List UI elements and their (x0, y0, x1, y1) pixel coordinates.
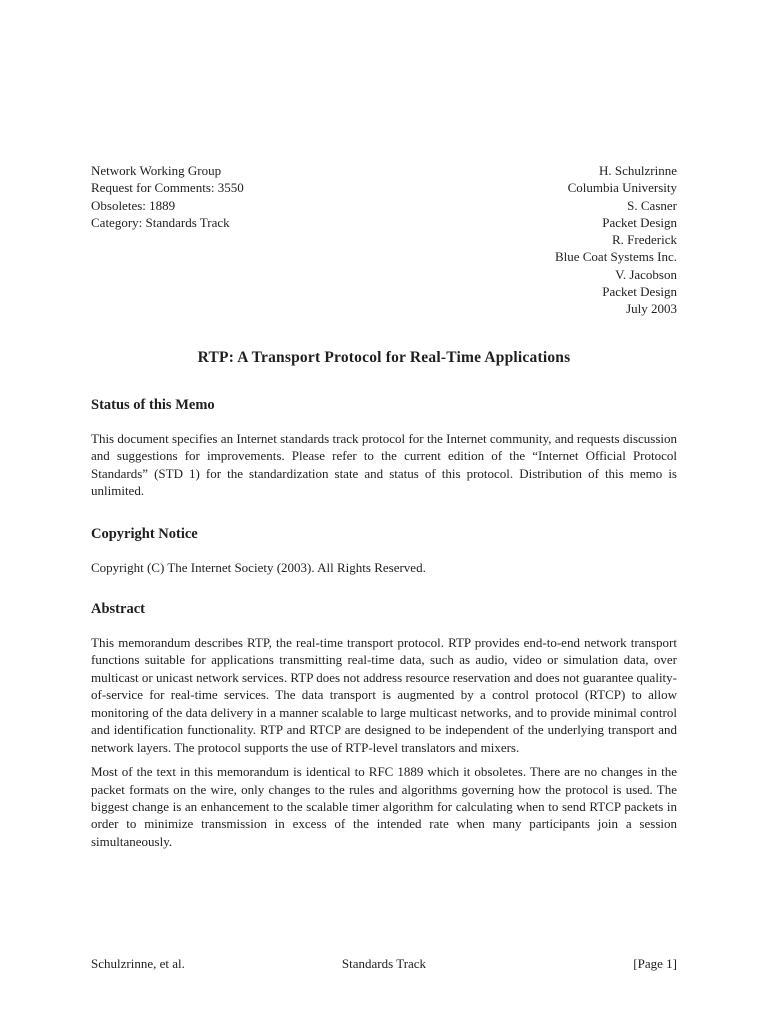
footer-page-number: [Page 1] (633, 956, 677, 971)
document-title: RTP: A Transport Protocol for Real-Time Applications (197, 348, 571, 366)
author-affiliation-line: Columbia University (567, 180, 677, 196)
author-affiliation-line: Packet Design (602, 214, 677, 230)
section-heading-status: Status of this Memo (91, 396, 215, 413)
author-line: S. Casner (627, 197, 677, 213)
rfc-header-right (555, 162, 677, 318)
header-date: July 2003 (626, 301, 677, 317)
footer-category: Standards Track (341, 956, 427, 971)
abstract-paragraph-1: This memorandum describes RTP, the real-time transport protocol. RTP provides end-to-end network transport functions suitable for applications transmitting real-time data, such as audio, video or simulation data, over multicast or unicast network services. RTP does not address resource reservation and does not guarantee quality-of-service for real-time services. The data transport is augmented by a control protocol (RTCP) to allow monitoring of the data delivery in a manner scalable to large multicast networks, and to provide minimal control and identification functionality. RTP and RTCP are designed to be independent of the underlying transport and network layers. The protocol supports the use of RTP-level translators and mixers. (91, 634, 677, 755)
section-heading-copyright: Copyright Notice (91, 526, 198, 543)
rfc-header (91, 162, 677, 318)
page-content (91, 162, 677, 850)
author-affiliation-line: Packet Design (602, 284, 677, 300)
section-heading-abstract: Abstract (91, 600, 145, 617)
header-rfc-number: Request for Comments: 3550 (91, 180, 244, 196)
header-working-group: Network Working Group (91, 163, 222, 178)
author-line: R. Frederick (612, 232, 677, 248)
header-obsoletes: Obsoletes: 1889 (91, 197, 176, 213)
rfc-header-left (91, 162, 244, 231)
abstract-paragraph-2: Most of the text in this memorandum is identical to RFC 1889 which it obsoletes. There are no changes in the packet formats on the wire, only changes to the rules and algorithms governing how the protocol is used. The biggest change is an enhancement to the scalable timer algorithm for calculating when to send RTCP packets in order to minimize transmission in excess of the intended rate when many participants join a session simultaneously. (91, 764, 677, 849)
footer-authors: Schulzrinne, et al. (91, 956, 185, 971)
header-category: Category: Standards Track (91, 214, 230, 230)
author-line: H. Schulzrinne (599, 163, 677, 178)
page-footer (91, 955, 677, 972)
author-line: V. Jacobson (615, 266, 677, 282)
copyright-paragraph: Copyright (C) The Internet Society (2003). All Rights Reserved. (91, 560, 426, 576)
status-paragraph: This document specifies an Internet standards track protocol for the Internet community, and requests discussion and suggestions for improvements. Please refer to the current edition of the “Internet Official Protocol Standards” (STD 1) for the standardization state and status of this protocol. Distribution of this memo is unlimited. (91, 430, 677, 499)
author-affiliation-line: Blue Coat Systems Inc. (554, 249, 677, 265)
